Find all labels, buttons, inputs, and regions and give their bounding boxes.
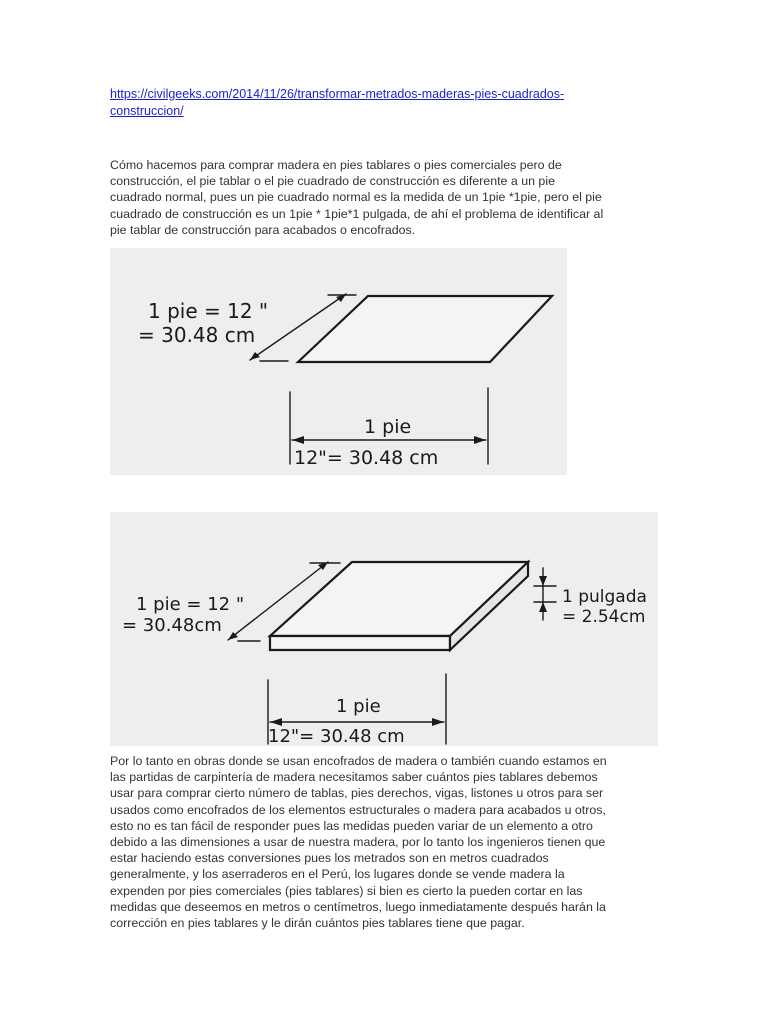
paragraph-line: generalmente, y los aserraderos en el Perú, los lugares donde se vende madera la — [110, 867, 565, 882]
arrow-head — [270, 718, 282, 726]
board-diagram-board-foot — [110, 512, 658, 746]
paragraph-line: estar haciendo estas conversiones pues los metrados son en metros cuadrados — [110, 851, 549, 866]
paragraph-line: esto no es tan fácil de responder pues las medidas pueden variar de un elemento a otro — [110, 818, 593, 833]
explanation-paragraph — [110, 753, 655, 931]
paragraph-line: corrección en pies tablares y le dirán cuántos pies tablares tiene que pagar. — [110, 916, 525, 931]
side-label-line-2: = 30.48 cm — [138, 323, 256, 347]
arrow-head — [292, 436, 304, 444]
thickness-label-line-1: 1 pulgada — [562, 587, 647, 607]
source-link-line-2[interactable]: construccion/ — [110, 104, 184, 118]
paragraph-line: expenden por pies comerciales (pies tablares) si bien es cierto la pueden cortar en las — [110, 883, 583, 898]
source-link-line-1[interactable]: https://civilgeeks.com/2014/11/26/transformar-metrados-maderas-pies-cuadrados- — [110, 87, 565, 101]
paragraph-line: Cómo hacemos para comprar madera en pies tablares o pies comerciales pero de — [110, 158, 562, 172]
paragraph-line: pie tablar de construcción para acabados o encofrados. — [110, 222, 416, 237]
bottom-label-line-2: 12"= 30.48 cm — [294, 447, 439, 469]
board-face — [298, 296, 552, 362]
board-diagram-2-svg — [110, 512, 658, 746]
arrow-head — [539, 602, 547, 612]
side-label-line-2: = 30.48cm — [122, 615, 222, 636]
paragraph-line: medidas que deseemos en metros o centímetros, luego inmediatamente después harán la — [110, 899, 606, 914]
arrow-head — [250, 352, 260, 360]
board-diagram-1-svg — [110, 248, 567, 475]
bottom-label-line-1: 1 pie — [364, 416, 412, 438]
intro-paragraph — [110, 157, 655, 238]
paragraph-line: cuadrado normal, pues un pie cuadrado normal es la medida de un 1pie *1pie, pero el pie — [110, 190, 602, 205]
arrow-head — [474, 436, 486, 444]
arrow-head — [539, 576, 547, 586]
bottom-label-line-1: 1 pie — [336, 696, 381, 717]
bottom-label-line-2: 12"= 30.48 cm — [268, 726, 405, 746]
arrow-head — [432, 718, 444, 726]
side-label-line-1: 1 pie = 12 " — [148, 299, 269, 323]
paragraph-line: usados como encofrados de los elementos estructurales o madera para acabados u otros, — [110, 802, 606, 817]
source-link[interactable] — [110, 86, 670, 120]
paragraph-line: construcción, el pie tablar o el pie cuadrado de construcción es diferente a un pie — [110, 174, 555, 189]
side-label-line-1: 1 pie = 12 " — [136, 594, 245, 615]
paragraph-line: Por lo tanto en obras donde se usan encofrados de madera o también cuando estamos en — [110, 754, 607, 768]
board-diagram-square-foot — [110, 248, 567, 475]
thickness-label-line-2: = 2.54cm — [562, 607, 646, 627]
paragraph-line: usar para comprar cierto número de tablas, pies derechos, vigas, listones u otros para ser — [110, 786, 604, 801]
paragraph-line: debido a las dimensiones a usar de nuestra madera, por lo tanto los ingenieros tienen que — [110, 835, 606, 850]
paragraph-line: las partidas de carpintería de madera necesitamos saber cuántos pies tablares debemos — [110, 770, 598, 785]
paragraph-line: cuadrado de construcción es un 1pie * 1pie*1 pulgada, de ahí el problema de identificar al — [110, 206, 604, 221]
board-front-face — [270, 636, 450, 650]
